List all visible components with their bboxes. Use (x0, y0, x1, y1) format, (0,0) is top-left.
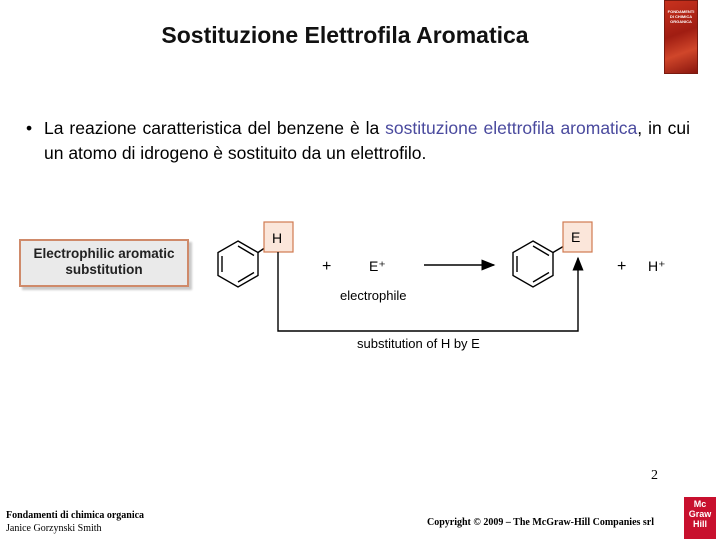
mcgraw-hill-logo (684, 497, 716, 539)
benzene-ring-product (513, 241, 564, 287)
slide-title: Sostituzione Elettrofila Aromatica (161, 22, 529, 48)
bullet-text-before: La reazione caratteristica del benzene è la (44, 118, 386, 138)
electrophile-symbol: E⁺ (369, 258, 386, 274)
footer-book-title: Fondamenti di chimica organica (6, 510, 145, 521)
plus-sign-1: + (322, 258, 332, 275)
hydrogen-atom: H (272, 230, 283, 246)
plus-sign-2: + (617, 258, 627, 275)
logo-line2: Graw (688, 509, 712, 519)
benzene-ring-reactant (218, 241, 266, 287)
footer-book-info (6, 509, 144, 535)
bullet-highlight: sostituzione elettrofila aromatica (385, 118, 638, 138)
reaction-label-line1: Electrophilic aromatic (33, 246, 175, 261)
footer-copyright: Copyright © 2009 – The McGraw-Hill Companies srl (427, 517, 655, 528)
bullet-text-after: , in cui un atomo di idrogeno è sostituito da un elettrofilo. (44, 118, 691, 163)
logo-line1: Mc (693, 499, 707, 509)
page-number: 2 (651, 468, 658, 483)
proton-symbol: H⁺ (648, 258, 666, 274)
reaction-label-line2: substitution (65, 262, 143, 277)
electrophile-caption: electrophile (340, 288, 407, 303)
substitution-caption: substitution of H by E (357, 336, 480, 351)
logo-line3: Hill (692, 519, 707, 529)
book-cover-text: FONDAMENTI DI CHIMICA ORGANICA (667, 9, 695, 24)
bullet-marker: • (26, 118, 33, 138)
electrophile-atom: E (571, 229, 581, 245)
footer-author: Janice Gorzynski Smith (6, 523, 102, 534)
